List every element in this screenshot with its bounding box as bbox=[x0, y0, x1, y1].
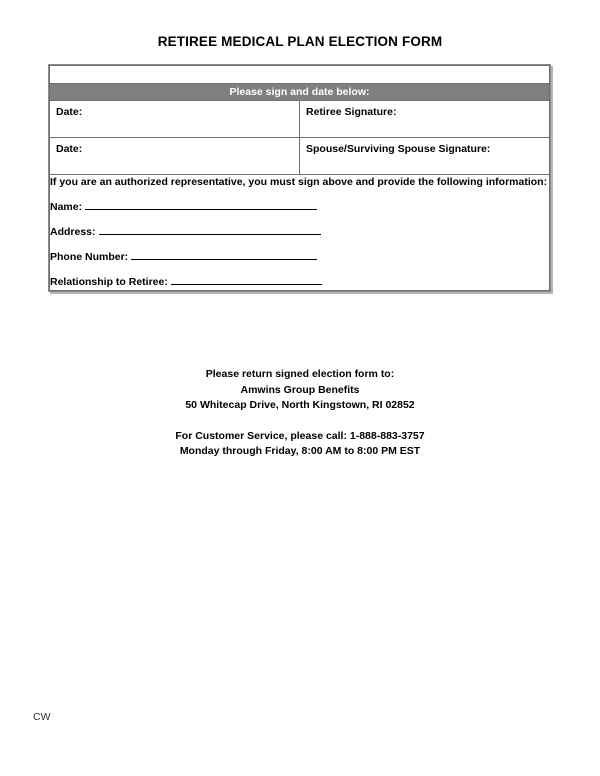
representative-phone-field[interactable] bbox=[50, 249, 549, 265]
representative-relationship-input-rule[interactable] bbox=[171, 274, 322, 285]
representative-relationship-field[interactable] bbox=[50, 274, 549, 290]
representative-section bbox=[50, 175, 550, 291]
spouse-date-label: Date: bbox=[56, 143, 83, 155]
table-row-band bbox=[50, 84, 550, 101]
representative-name-field[interactable] bbox=[50, 199, 549, 215]
table-row bbox=[50, 138, 550, 175]
table-row-representative bbox=[50, 175, 550, 291]
spouse-signature-label: Spouse/Surviving Spouse Signature: bbox=[306, 143, 491, 155]
spouse-date-cell[interactable] bbox=[50, 138, 300, 175]
customer-service-hours-line: Monday through Friday, 8:00 AM to 8:00 PM EST bbox=[179, 445, 421, 457]
contact-block bbox=[0, 367, 600, 460]
representative-phone-label: Phone Number: bbox=[50, 251, 129, 263]
representative-phone-input-rule[interactable] bbox=[131, 249, 317, 260]
table-row bbox=[50, 101, 550, 138]
table-row-blank bbox=[50, 66, 550, 84]
page-title: RETIREE MEDICAL PLAN ELECTION FORM bbox=[157, 34, 443, 49]
retiree-signature-label: Retiree Signature: bbox=[306, 106, 397, 118]
representative-address-label: Address: bbox=[50, 226, 96, 238]
representative-name-input-rule[interactable] bbox=[85, 199, 317, 210]
representative-intro-text: If you are an authorized representative, you must sign above and provide the following information: bbox=[50, 176, 548, 188]
return-instruction-line: Please return signed election form to: bbox=[205, 368, 395, 380]
representative-address-field[interactable] bbox=[50, 224, 549, 240]
company-address-line: 50 Whitecap Drive, North Kingstown, RI 02852 bbox=[185, 399, 415, 411]
representative-address-input-rule[interactable] bbox=[99, 224, 321, 235]
representative-relationship-label: Relationship to Retiree: bbox=[50, 276, 168, 288]
spouse-signature-cell[interactable] bbox=[300, 138, 550, 175]
retiree-signature-cell[interactable] bbox=[300, 101, 550, 138]
company-name-line: Amwins Group Benefits bbox=[240, 383, 360, 396]
customer-service-phone-line: For Customer Service, please call: 1-888-883-3757 bbox=[175, 429, 425, 442]
sign-and-date-banner-label: Please sign and date below: bbox=[229, 86, 370, 98]
contact-spacer bbox=[0, 414, 600, 429]
retiree-date-label: Date: bbox=[56, 106, 83, 118]
blank-cell bbox=[50, 66, 550, 84]
retiree-date-cell[interactable] bbox=[50, 101, 300, 138]
band-cell bbox=[50, 84, 550, 101]
representative-name-label: Name: bbox=[50, 201, 83, 213]
bottom-form-code-marker: CW bbox=[33, 711, 51, 723]
signature-table bbox=[48, 64, 551, 292]
